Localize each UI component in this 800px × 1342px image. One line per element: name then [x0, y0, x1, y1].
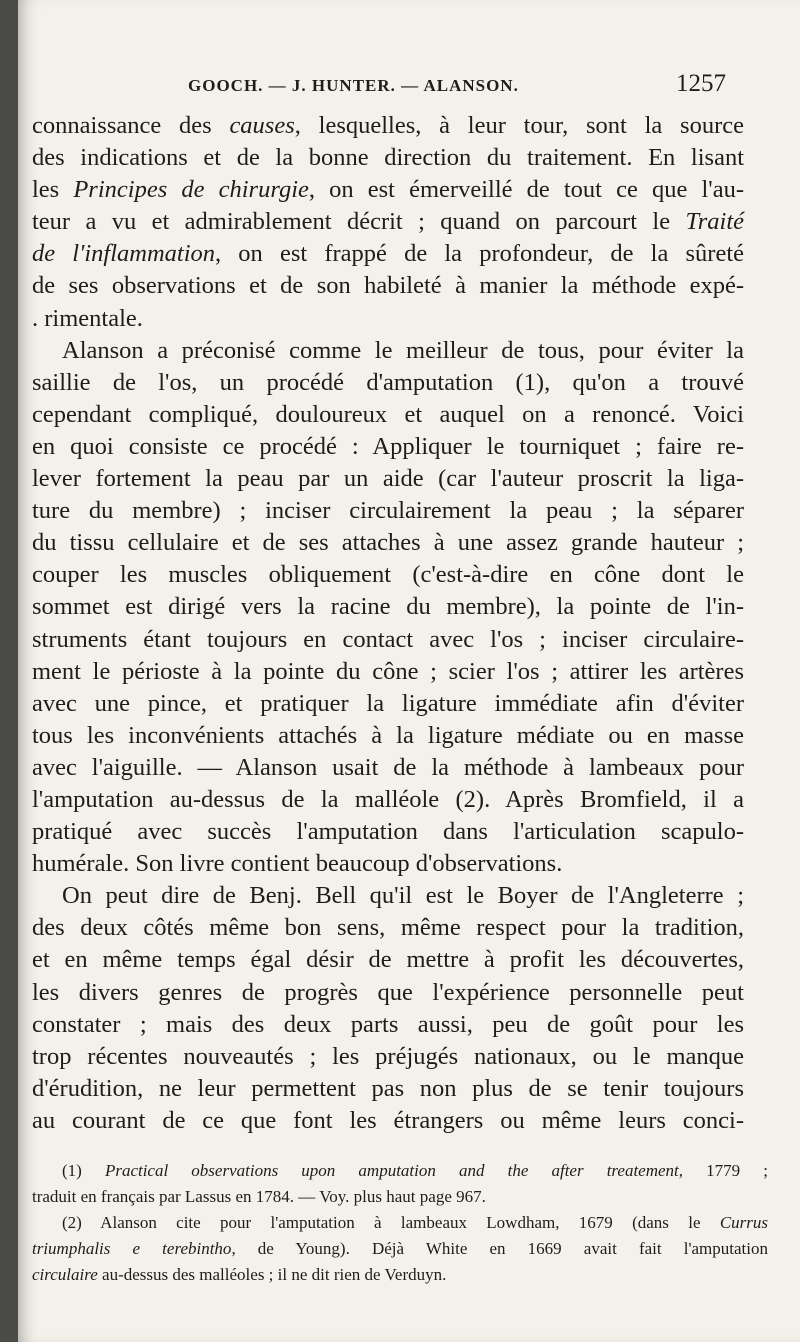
text-line: les divers genres de progrès que l'expérience personnelle peut: [32, 978, 744, 1006]
text-line: couper les muscles obliquement (c'est-à-dire en cône dont le: [32, 561, 744, 589]
text-line: ture du membre) ; inciser circulairement la peau ; la séparer: [32, 497, 744, 525]
book-page: [18, 0, 800, 1342]
text-line: d'érudition, ne leur permettent pas non plus de se tenir toujours: [32, 1074, 744, 1102]
text-line: sommet est dirigé vers la racine du membre), la pointe de l'in-: [32, 593, 744, 621]
footnote-1-continued: traduit en français par Lassus en 1784. — Voy. plus haut page 967.: [32, 1187, 486, 1206]
text-line: humérale. Son livre contient beaucoup d'observations.: [32, 850, 563, 878]
text-line: On peut dire de Benj. Bell qu'il est le Boyer de l'Angleterre ;: [62, 882, 744, 910]
text-line: teur a vu et admirablement décrit ; quand on parcourt le Traité: [32, 208, 744, 236]
footnote-2: (2) Alanson cite pour l'amputation à lambeaux Lowdham, 1679 (dans le Currus: [62, 1213, 768, 1232]
text-line: l'amputation au-dessus de la malléole (2). Après Bromfield, il a: [32, 785, 744, 813]
text-line: lever fortement la peau par un aide (car l'auteur proscrit la liga-: [32, 465, 744, 493]
text-line: en quoi consiste ce procédé : Appliquer le tourniquet ; faire re-: [32, 432, 744, 460]
main-text: [32, 110, 744, 1137]
text-line: des indications et de la bonne direction du traitement. En lisant: [32, 144, 744, 172]
text-line: avec l'aiguille. — Alanson usait de la méthode à lambeaux pour: [32, 753, 744, 781]
text-line: du tissu cellulaire et de ses attaches à une assez grande hauteur ;: [32, 529, 744, 557]
text-line: au courant de ce que font les étrangers ou même leurs conci-: [32, 1106, 744, 1134]
text-line: tous les inconvénients attachés à la ligature médiate ou en masse: [32, 721, 744, 749]
text-line: avec une pince, et pratiquer la ligature immédiate afin d'éviter: [32, 689, 744, 717]
running-title: GOOCH. — J. HUNTER. — ALANSON.: [188, 76, 519, 95]
running-header: [18, 70, 800, 104]
text-line: de l'inflammation, on est frappé de la profondeur, de la sûreté: [32, 240, 745, 268]
footnotes: [32, 1158, 768, 1288]
footnote-2-end: circulaire au-dessus des malléoles ; il ne dit rien de Verduyn.: [32, 1265, 447, 1284]
text-line: ment le périoste à la pointe du cône ; scier l'os ; attirer les artères: [32, 657, 744, 685]
page-number: 1257: [676, 70, 726, 97]
text-line: . rimentale.: [32, 304, 143, 332]
text-line: et en même temps égal désir de mettre à profit les découvertes,: [32, 946, 744, 974]
text-line: pratiqué avec succès l'amputation dans l'articulation scapulo-: [32, 818, 744, 846]
text-line: les Principes de chirurgie, on est émerveillé de tout ce que l'au-: [32, 176, 744, 204]
text-line: connaissance des causes, lesquelles, à leur tour, sont la source: [32, 112, 745, 139]
text-line: des deux côtés même bon sens, même respect pour la tradition,: [32, 914, 744, 942]
text-line: saillie de l'os, un procédé d'amputation (1), qu'on a trouvé: [32, 368, 744, 396]
text-line: constater ; mais des deux parts aussi, peu de goût pour les: [32, 1010, 744, 1038]
footnote-2-continued: triumphalis e terebintho, de Young). Déjà White en 1669 avait fait l'amputation: [32, 1239, 768, 1258]
text-line: Alanson a préconisé comme le meilleur de tous, pour éviter la: [62, 336, 744, 364]
text-line: struments étant toujours en contact avec l'os ; inciser circulaire-: [32, 625, 744, 653]
text-line: cependant compliqué, douloureux et auquel on a renoncé. Voici: [32, 400, 744, 428]
text-line: de ses observations et de son habileté à manier la méthode expé-: [32, 272, 744, 300]
footnote-1: (1) Practical observations upon amputation and the after treatement, 1779 ;: [62, 1161, 768, 1180]
text-line: trop récentes nouveautés ; les préjugés nationaux, ou le manque: [32, 1042, 744, 1070]
